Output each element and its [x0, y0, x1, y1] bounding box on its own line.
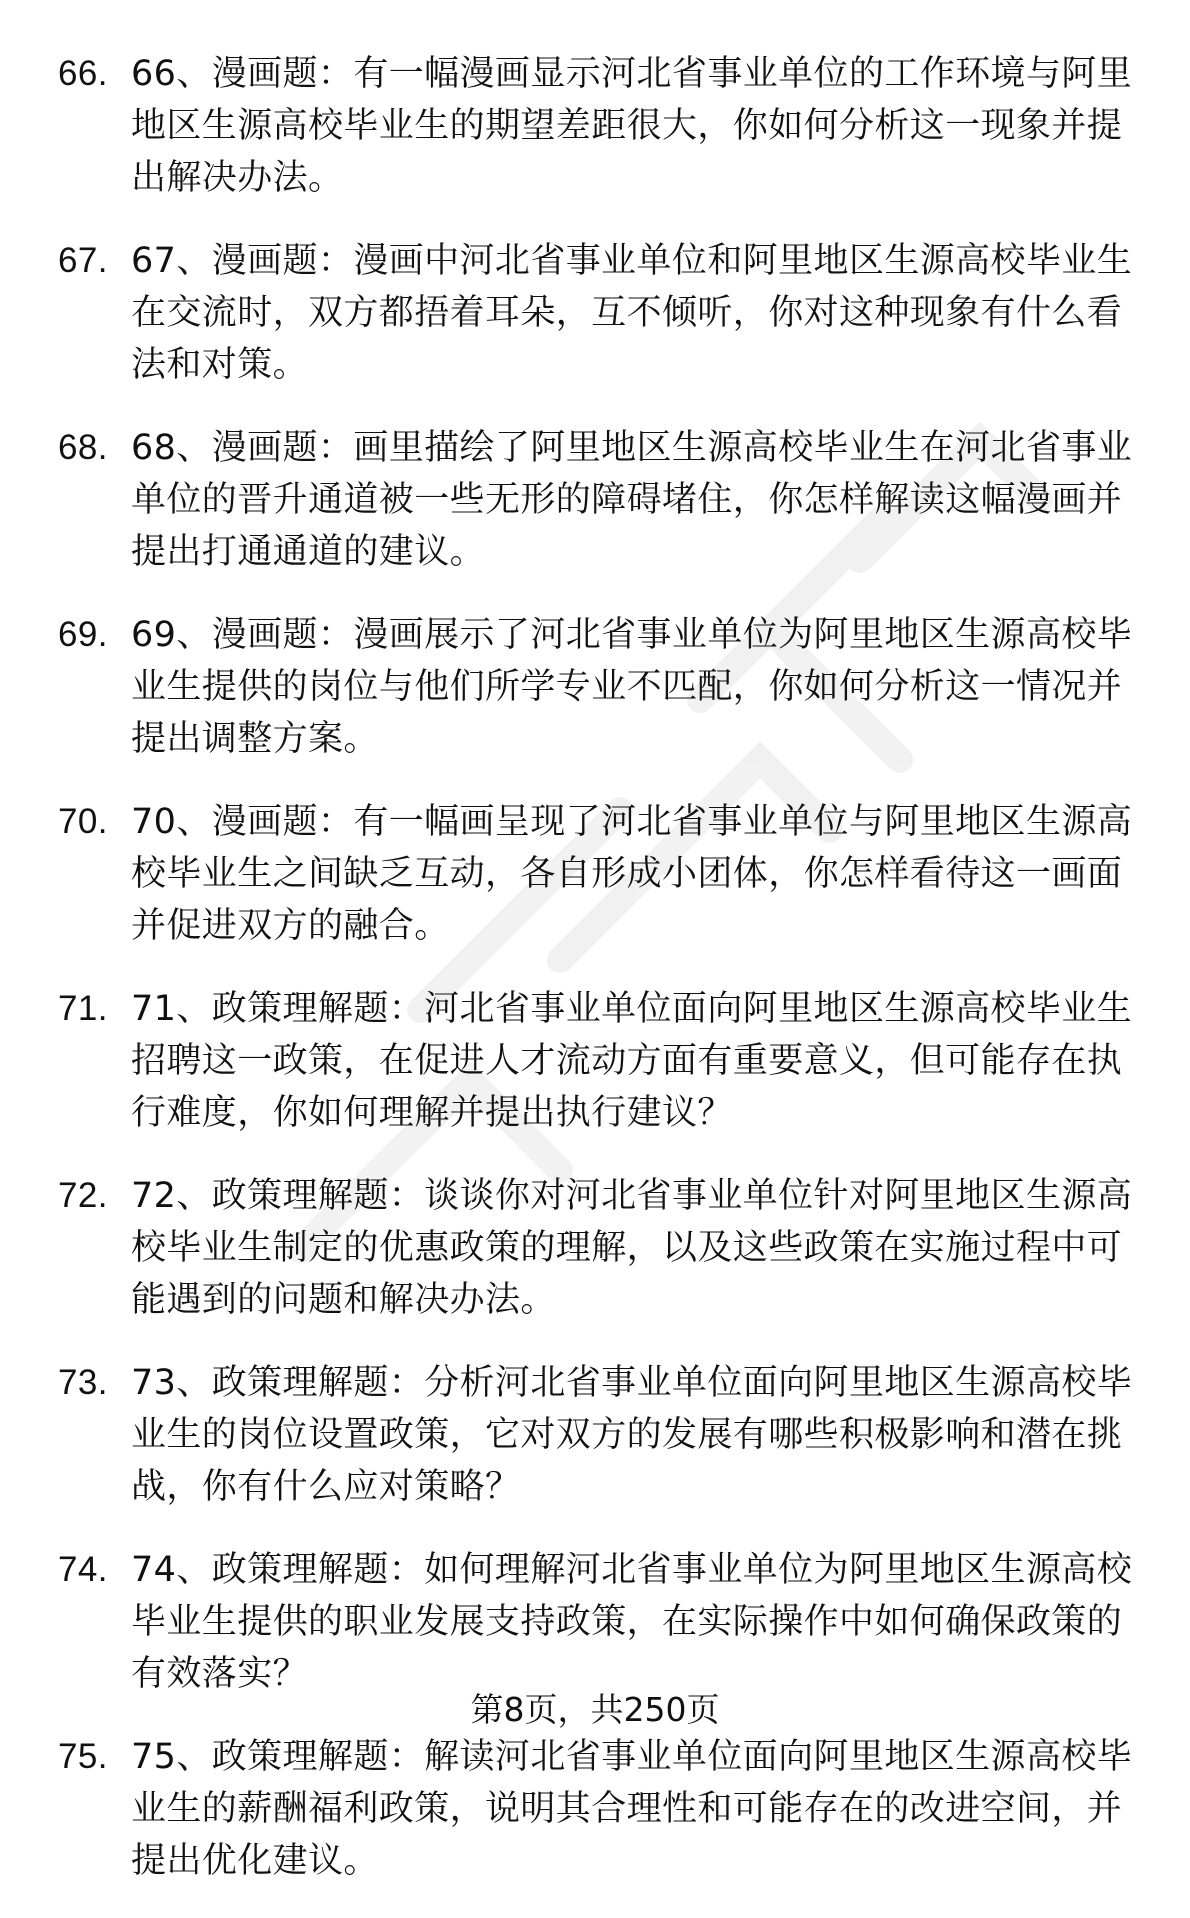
question-number: 69. [58, 615, 108, 654]
question-text: 70、漫画题：有一幅画呈现了河北省事业单位与阿里地区生源高校毕业生之间缺乏互动，各自形成小团体，你怎样看待这一画面并促进双方的融合。 [131, 802, 1133, 946]
question-number: 67. [58, 241, 108, 280]
question-text: 73、政策理解题：分析河北省事业单位面向阿里地区生源高校毕业生的岗位设置政策，它对双方的发展有哪些积极影响和潜在挑战，你有什么应对策略？ [131, 1363, 1133, 1507]
question-text: 72、政策理解题：谈谈你对河北省事业单位针对阿里地区生源高校毕业生制定的优惠政策的理解，以及这些政策在实施过程中可能遇到的问题和解决办法。 [131, 1176, 1133, 1320]
question-text: 69、漫画题：漫画展示了河北省事业单位为阿里地区生源高校毕业生提供的岗位与他们所学专业不匹配，你如何分析这一情况并提出调整方案。 [131, 615, 1133, 759]
page-footer: 第8页，共250页 [470, 1690, 720, 1729]
question-item [0, 609, 1190, 765]
question-item [0, 48, 1190, 204]
question-number: 74. [58, 1550, 108, 1589]
question-number: 73. [58, 1363, 108, 1402]
question-item [0, 1170, 1190, 1326]
question-item [0, 796, 1190, 952]
question-item [0, 1544, 1190, 1700]
question-item [0, 422, 1190, 578]
question-list [0, 48, 1190, 1918]
question-number: 71. [58, 989, 108, 1028]
question-text: 71、政策理解题：河北省事业单位面向阿里地区生源高校毕业生招聘这一政策，在促进人才流动方面有重要意义，但可能存在执行难度，你如何理解并提出执行建议？ [131, 989, 1133, 1133]
question-number: 72. [58, 1176, 108, 1215]
question-number: 70. [58, 802, 108, 841]
question-item [0, 983, 1190, 1139]
question-text: 66、漫画题：有一幅漫画显示河北省事业单位的工作环境与阿里地区生源高校毕业生的期望差距很大，你如何分析这一现象并提出解决办法。 [131, 54, 1133, 198]
question-number: 66. [58, 54, 108, 93]
question-item [0, 1357, 1190, 1513]
question-item [0, 235, 1190, 391]
question-number: 75. [58, 1737, 108, 1776]
question-text: 75、政策理解题：解读河北省事业单位面向阿里地区生源高校毕业生的薪酬福利政策，说明其合理性和可能存在的改进空间，并提出优化建议。 [131, 1737, 1133, 1881]
question-text: 74、政策理解题：如何理解河北省事业单位为阿里地区生源高校毕业生提供的职业发展支持政策，在实际操作中如何确保政策的有效落实？ [131, 1550, 1133, 1694]
question-text: 67、漫画题：漫画中河北省事业单位和阿里地区生源高校毕业生在交流时，双方都捂着耳朵，互不倾听，你对这种现象有什么看法和对策。 [131, 241, 1133, 385]
question-text: 68、漫画题：画里描绘了阿里地区生源高校毕业生在河北省事业单位的晋升通道被一些无形的障碍堵住，你怎样解读这幅漫画并提出打通通道的建议。 [131, 428, 1133, 572]
question-number: 68. [58, 428, 108, 467]
question-item [0, 1731, 1190, 1887]
